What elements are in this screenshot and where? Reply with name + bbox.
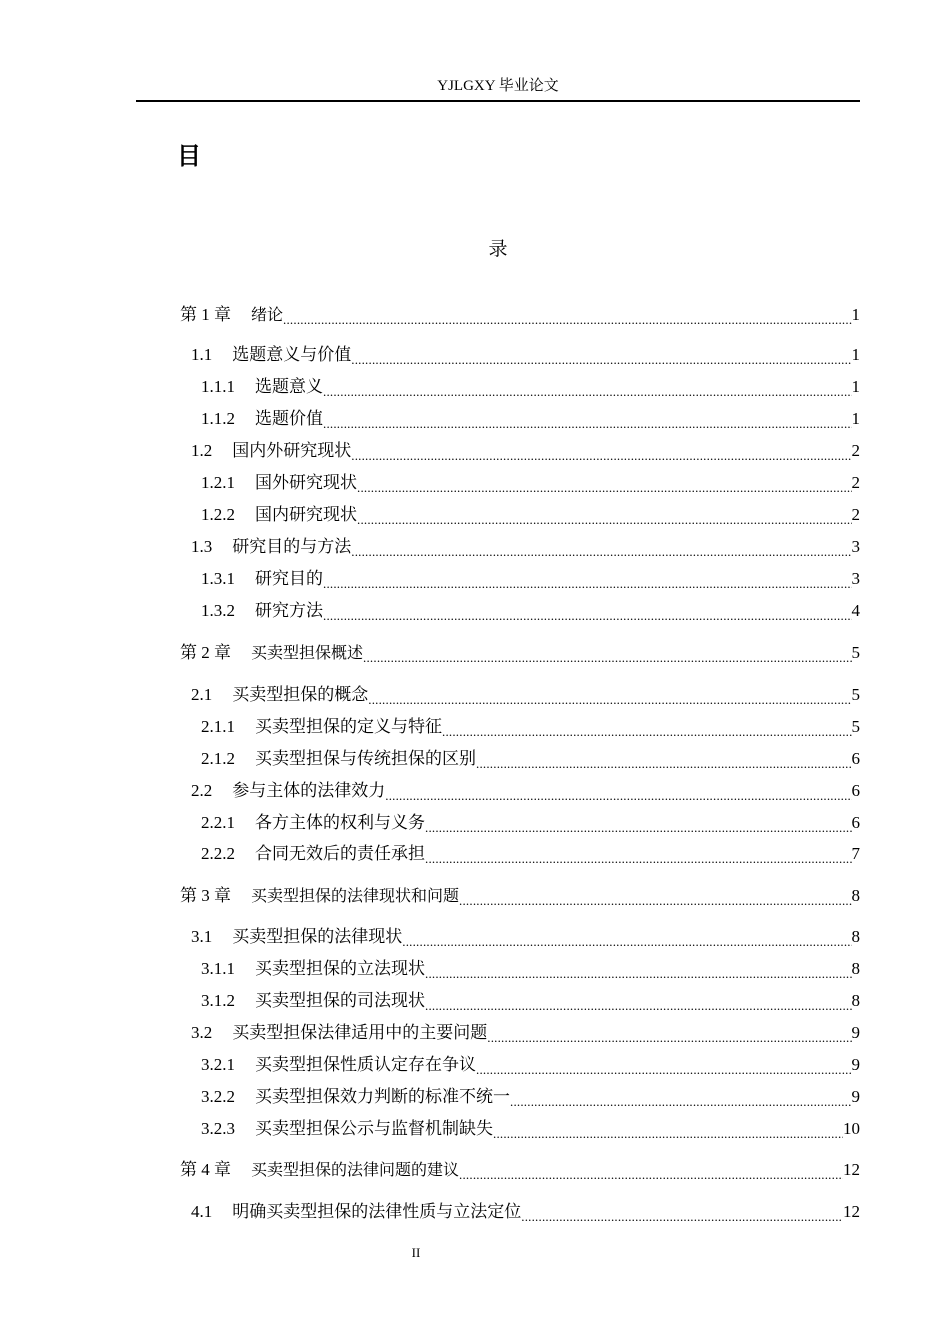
toc-dot-leader (368, 682, 851, 708)
toc-dot-leader (323, 566, 852, 592)
toc-entry-page: 2 (851, 473, 860, 492)
toc-chapter-entry[interactable] (180, 883, 860, 909)
toc-entry-number: 1.3 (191, 537, 213, 556)
toc-entry-title: 买卖型担保的法律现状和问题 (251, 886, 460, 905)
toc-dot-leader (425, 988, 852, 1014)
toc-dot-leader (442, 714, 852, 740)
toc-section-entry[interactable] (191, 342, 860, 368)
toc-entry-title: 绪论 (251, 305, 284, 324)
toc-entry-title: 买卖型担保性质认定存在争议 (255, 1055, 476, 1074)
toc-entry-number: 4.1 (191, 1202, 213, 1221)
toc-entry-title: 买卖型担保的立法现状 (255, 959, 425, 978)
toc-entry-page: 8 (851, 991, 860, 1010)
toc-entry-number: 第 4 章 (180, 1160, 231, 1179)
toc-entry-number: 1.3.2 (201, 601, 235, 620)
toc-entry-number: 2.2 (191, 781, 213, 800)
header-rule (136, 100, 860, 102)
toc-subsection-entry[interactable] (201, 1116, 860, 1142)
toc-entry-number: 1.2.2 (201, 505, 235, 524)
toc-entry-page: 5 (851, 643, 860, 662)
toc-entry-page: 7 (851, 844, 860, 863)
toc-dot-leader (487, 1020, 851, 1046)
toc-entry-number: 1.1.2 (201, 409, 235, 428)
toc-subsection-entry[interactable] (201, 810, 860, 836)
toc-dot-leader (323, 598, 852, 624)
page-number: II (411, 1245, 421, 1260)
toc-entry-page: 2 (851, 441, 860, 460)
toc-subsection-entry[interactable] (201, 598, 860, 624)
toc-chapter-entry[interactable] (180, 302, 860, 328)
toc-subsection-entry[interactable] (201, 406, 860, 432)
toc-entry-page: 5 (851, 717, 860, 736)
toc-entry-number: 2.2.1 (201, 813, 235, 832)
toc-entry-title: 买卖型担保法律适用中的主要问题 (232, 1023, 488, 1042)
toc-entry-number: 3.2.2 (201, 1087, 235, 1106)
toc-entry-title: 研究方法 (255, 601, 323, 620)
toc-dot-leader (521, 1199, 843, 1225)
toc-entry-number: 1.2.1 (201, 473, 235, 492)
toc-entry-title: 选题意义 (255, 377, 323, 396)
toc-entry-number: 3.2 (191, 1023, 213, 1042)
toc-entry-page: 12 (843, 1160, 860, 1179)
toc-dot-leader (323, 406, 852, 432)
toc-entry-title: 买卖型担保的概念 (232, 685, 369, 704)
toc-title-first-char: 目 (177, 142, 201, 170)
toc-entry-page: 1 (851, 345, 860, 364)
toc-entry-number: 2.1 (191, 685, 213, 704)
toc-entry-title: 买卖型担保与传统担保的区别 (255, 749, 476, 768)
toc-dot-leader (425, 956, 852, 982)
toc-entry-page: 5 (851, 685, 860, 704)
toc-dot-leader (402, 924, 851, 950)
toc-dot-leader (493, 1116, 843, 1142)
toc-entry-number: 3.1.2 (201, 991, 235, 1010)
toc-entry-number: 3.1.1 (201, 959, 235, 978)
toc-section-entry[interactable] (191, 1199, 860, 1225)
toc-entry-number: 2.2.2 (201, 844, 235, 863)
toc-dot-leader (351, 342, 851, 368)
toc-entry-title: 国内外研究现状 (232, 441, 352, 460)
toc-entry-page: 8 (851, 959, 860, 978)
toc-dot-leader (476, 1052, 852, 1078)
toc-entry-page: 1 (851, 377, 860, 396)
toc-entry-number: 3.2.3 (201, 1119, 235, 1138)
page-header: YJLGXY 毕业论文 (437, 78, 559, 94)
toc-entry-page: 9 (851, 1055, 860, 1074)
toc-entry-page: 6 (851, 813, 860, 832)
toc-entry-title: 买卖型担保的司法现状 (255, 991, 425, 1010)
toc-entry-number: 1.1.1 (201, 377, 235, 396)
toc-entry-page: 10 (843, 1119, 860, 1138)
toc-subsection-entry[interactable] (201, 502, 860, 528)
toc-entry-page: 3 (851, 537, 860, 556)
toc-entry-page: 1 (851, 305, 860, 324)
toc-entry-title: 选题意义与价值 (232, 345, 352, 364)
toc-subsection-entry[interactable] (201, 1052, 860, 1078)
toc-subsection-entry[interactable] (201, 1084, 860, 1110)
toc-entry-title: 研究目的 (255, 569, 323, 588)
toc-entry-title: 买卖型担保概述 (251, 643, 364, 662)
toc-entry-page: 1 (851, 409, 860, 428)
toc-subsection-entry[interactable] (201, 374, 860, 400)
toc-entry-page: 8 (851, 927, 860, 946)
toc-dot-leader (459, 1157, 843, 1183)
toc-dot-leader (351, 438, 851, 464)
toc-dot-leader (459, 883, 851, 909)
toc-section-entry[interactable] (191, 1020, 860, 1046)
toc-entry-title: 买卖型担保效力判断的标准不统一 (255, 1087, 510, 1106)
toc-dot-leader (510, 1084, 852, 1110)
toc-section-entry[interactable] (191, 924, 860, 950)
toc-entry-number: 3.2.1 (201, 1055, 235, 1074)
toc-entry-title: 各方主体的权利与义务 (255, 813, 425, 832)
toc-entry-title: 研究目的与方法 (232, 537, 352, 556)
toc-dot-leader (351, 534, 851, 560)
toc-entry-number: 第 3 章 (180, 886, 231, 905)
toc-entry-title: 国外研究现状 (255, 473, 357, 492)
toc-section-entry[interactable] (191, 778, 860, 804)
toc-entry-title: 选题价值 (255, 409, 323, 428)
toc-entry-number: 第 1 章 (180, 305, 231, 324)
toc-subsection-entry[interactable] (201, 714, 860, 740)
toc-dot-leader (323, 374, 852, 400)
toc-dot-leader (357, 502, 852, 528)
toc-section-entry[interactable] (191, 534, 860, 560)
toc-entry-title: 国内研究现状 (255, 505, 357, 524)
toc-subsection-entry[interactable] (201, 470, 860, 496)
toc-dot-leader (385, 778, 851, 804)
toc-dot-leader (425, 810, 852, 836)
toc-entry-title: 买卖型担保的法律现状 (232, 927, 403, 946)
toc-entry-page: 6 (851, 749, 860, 768)
toc-entry-number: 第 2 章 (180, 643, 231, 662)
toc-chapter-entry[interactable] (180, 640, 860, 666)
toc-entry-page: 3 (851, 569, 860, 588)
toc-dot-leader (363, 640, 851, 666)
toc-subsection-entry[interactable] (201, 566, 860, 592)
toc-section-entry[interactable] (191, 438, 860, 464)
toc-entry-number: 3.1 (191, 927, 213, 946)
toc-entry-page: 9 (851, 1087, 860, 1106)
toc-entry-number: 1.2 (191, 441, 213, 460)
toc-entry-title: 买卖型担保的定义与特征 (255, 717, 442, 736)
toc-entry-number: 2.1.1 (201, 717, 235, 736)
toc-entry-title: 参与主体的法律效力 (232, 781, 386, 800)
toc-entry-title: 买卖型担保公示与监督机制缺失 (255, 1119, 493, 1138)
toc-entry-page: 2 (851, 505, 860, 524)
toc-entry-page: 9 (851, 1023, 860, 1042)
toc-entry-title: 买卖型担保的法律问题的建议 (251, 1160, 460, 1179)
toc-entry-title: 明确买卖型担保的法律性质与立法定位 (232, 1202, 522, 1221)
toc-entry-page: 6 (851, 781, 860, 800)
toc-chapter-entry[interactable] (180, 1157, 860, 1183)
toc-subsection-entry[interactable] (201, 988, 860, 1014)
toc-entry-title: 合同无效后的责任承担 (255, 844, 425, 863)
toc-dot-leader (476, 746, 852, 772)
toc-section-entry[interactable] (191, 682, 860, 708)
toc-entry-number: 1.3.1 (201, 569, 235, 588)
toc-dot-leader (425, 841, 852, 867)
toc-entry-number: 2.1.2 (201, 749, 235, 768)
toc-dot-leader (357, 470, 852, 496)
toc-subsection-entry[interactable] (201, 746, 860, 772)
toc-subsection-entry[interactable] (201, 956, 860, 982)
toc-entry-page: 8 (851, 886, 860, 905)
toc-subsection-entry[interactable] (201, 841, 860, 867)
toc-dot-leader (283, 302, 851, 328)
toc-title-second-char: 录 (488, 239, 508, 260)
toc-entry-page: 12 (843, 1202, 860, 1221)
toc-entry-number: 1.1 (191, 345, 213, 364)
toc-entry-page: 4 (851, 601, 860, 620)
